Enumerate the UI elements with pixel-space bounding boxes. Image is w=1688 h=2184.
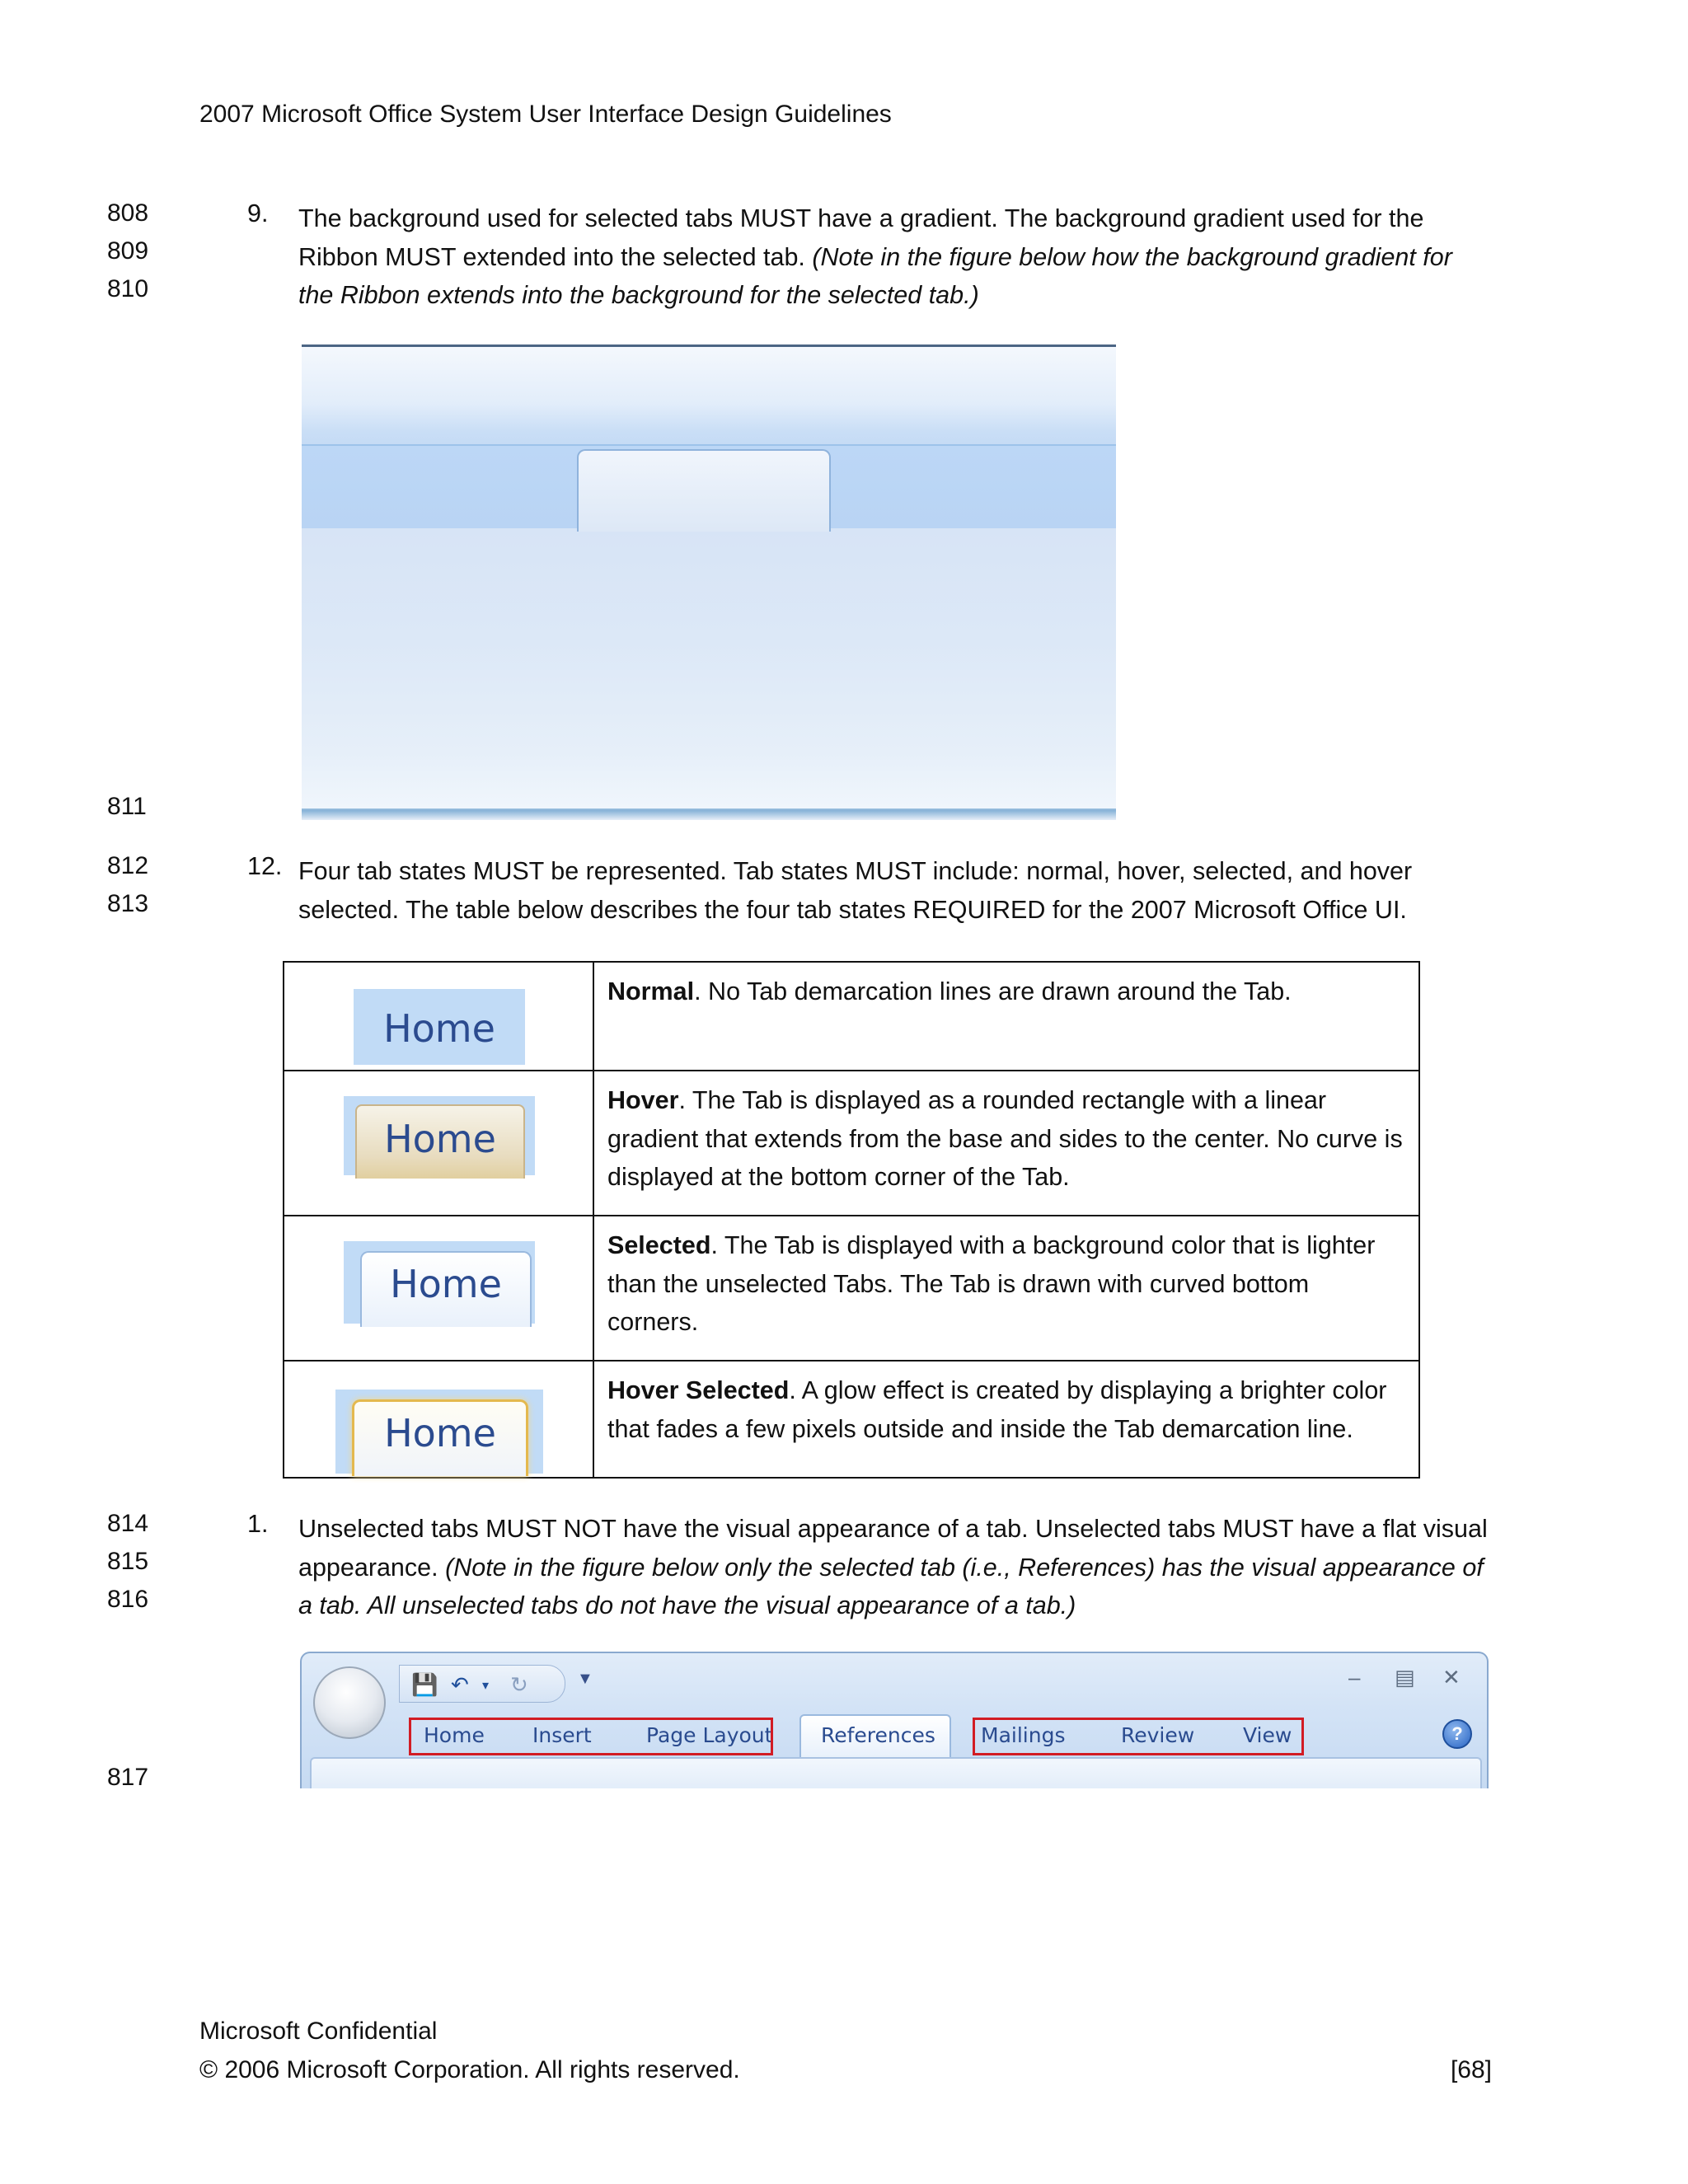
selected-tab-shape bbox=[577, 449, 831, 532]
list-number: 9. bbox=[247, 199, 269, 227]
item1-line3-italic: a tab. All unselected tabs do not have the visual appearance of a tab.) bbox=[298, 1591, 1076, 1619]
item12-paragraph bbox=[298, 852, 1502, 929]
help-icon: ? bbox=[1442, 1719, 1472, 1749]
item9-line3-italic: the Ribbon extends into the background for the selected tab.) bbox=[298, 281, 979, 309]
list-number: 1. bbox=[247, 1510, 269, 1538]
home-tab-hover-selected-frame bbox=[335, 1390, 543, 1474]
tab-references: References bbox=[821, 1723, 935, 1747]
state-desc: . A glow effect is created by displaying a brighter color that fades a few pixels outside and inside the Tab demarcation line. bbox=[607, 1376, 1387, 1443]
item1-paragraph bbox=[298, 1510, 1502, 1625]
home-tab-hover-frame bbox=[344, 1096, 535, 1175]
item9-line2-plain: Ribbon MUST extended into the selected tab. bbox=[298, 242, 813, 271]
item1-line2-italic: (Note in the figure below only the selected tab (i.e., References) has the visual appearance of bbox=[445, 1553, 1484, 1582]
home-tab-hover-selected: Home bbox=[352, 1399, 528, 1476]
item12-line2: selected. The table below describes the four tab states REQUIRED for the 2007 Microsoft Office UI. bbox=[298, 895, 1407, 924]
line-number: 813 bbox=[107, 890, 149, 917]
minimize-icon: – bbox=[1348, 1665, 1361, 1690]
item12-line1: Four tab states MUST be represented. Tab states MUST include: normal, hover, selected, and hover bbox=[298, 857, 1413, 885]
item9-line3 bbox=[298, 276, 1502, 315]
state-name: Normal bbox=[607, 977, 695, 1005]
home-tab-selected-frame bbox=[344, 1241, 535, 1324]
close-icon: ✕ bbox=[1442, 1665, 1461, 1690]
unselected-tabs-highlight-right bbox=[973, 1718, 1304, 1755]
tab-image-cell bbox=[284, 1071, 593, 1216]
footer-confidential: Microsoft Confidential bbox=[199, 2018, 438, 2045]
table-row bbox=[284, 962, 1419, 1071]
quick-access-toolbar bbox=[399, 1665, 565, 1703]
line-number: 811 bbox=[107, 793, 147, 820]
tab-image-cell bbox=[284, 1361, 593, 1478]
line-number: 810 bbox=[107, 275, 149, 302]
line-number: 816 bbox=[107, 1586, 149, 1613]
state-desc: . The Tab is displayed with a background color that is lighter than the unselected Tabs. The Tab is drawn with curved bottom corners. bbox=[607, 1231, 1376, 1336]
item1-line2-plain: appearance. bbox=[298, 1553, 446, 1582]
item1-line1: Unselected tabs MUST NOT have the visual appearance of a tab. Unselected tabs MUST have a flat visual bbox=[298, 1515, 1488, 1543]
save-icon: 💾 bbox=[411, 1672, 438, 1697]
item9-line2 bbox=[298, 238, 1502, 277]
table-row bbox=[284, 1071, 1419, 1216]
line-number: 817 bbox=[107, 1764, 149, 1791]
home-tab-normal: Home bbox=[354, 989, 525, 1065]
tab-image-cell bbox=[284, 962, 593, 1071]
ribbon-background bbox=[302, 528, 1116, 808]
page-header-title: 2007 Microsoft Office System User Interface Design Guidelines bbox=[199, 101, 892, 128]
customize-qat-icon: ▼ bbox=[577, 1670, 593, 1688]
tab-page-layout: Page Layout bbox=[646, 1723, 773, 1747]
state-name: Hover bbox=[607, 1086, 679, 1114]
table-row bbox=[284, 1216, 1419, 1361]
line-number: 808 bbox=[107, 199, 149, 227]
line-number: 809 bbox=[107, 237, 149, 265]
tab-desc-cell bbox=[593, 1361, 1419, 1478]
list-number: 12. bbox=[247, 852, 283, 880]
tab-mailings: Mailings bbox=[981, 1723, 1066, 1747]
maximize-icon: ▤ bbox=[1395, 1665, 1415, 1690]
tab-states-table bbox=[283, 961, 1420, 1479]
tab-desc-cell bbox=[593, 962, 1419, 1071]
tab-view: View bbox=[1243, 1723, 1292, 1747]
item1-line2 bbox=[298, 1549, 1502, 1587]
tab-desc-cell bbox=[593, 1071, 1419, 1216]
chevron-down-icon: ▾ bbox=[482, 1679, 490, 1693]
tab-insert: Insert bbox=[532, 1723, 592, 1747]
tab-home: Home bbox=[424, 1723, 485, 1747]
ribbon-tabs-figure bbox=[300, 1652, 1489, 1788]
unselected-tabs-highlight-left bbox=[409, 1718, 773, 1755]
state-desc: . The Tab is displayed as a rounded rectangle with a linear gradient that extends from the base and sides to the center. No curve is displayed at the bottom corner of the Tab. bbox=[607, 1086, 1403, 1191]
undo-icon: ↶ bbox=[451, 1672, 469, 1697]
redo-icon: ↻ bbox=[510, 1672, 528, 1697]
ribbon-gradient-figure bbox=[302, 344, 1116, 820]
state-name: Hover Selected bbox=[607, 1376, 790, 1404]
line-number: 812 bbox=[107, 852, 149, 879]
item9-paragraph bbox=[298, 199, 1502, 315]
tab-review: Review bbox=[1121, 1723, 1195, 1747]
item9-line2-italic: (Note in the figure below how the background gradient for bbox=[812, 242, 1452, 271]
home-tab-hover: Home bbox=[355, 1104, 525, 1179]
item1-line3 bbox=[298, 1586, 1502, 1625]
home-tab-selected: Home bbox=[360, 1251, 532, 1327]
tab-image-cell bbox=[284, 1216, 593, 1361]
table-row bbox=[284, 1361, 1419, 1478]
office-orb-icon bbox=[313, 1666, 386, 1739]
ribbon-body bbox=[310, 1757, 1482, 1788]
page-number: [68] bbox=[1450, 2056, 1492, 2083]
footer-copyright: © 2006 Microsoft Corporation. All rights reserved. bbox=[199, 2056, 740, 2083]
tab-desc-cell bbox=[593, 1216, 1419, 1361]
item9-line1: The background used for selected tabs MUST have a gradient. The background gradient used for the bbox=[298, 204, 1424, 232]
state-desc: . No Tab demarcation lines are drawn around the Tab. bbox=[694, 977, 1292, 1005]
line-number: 815 bbox=[107, 1548, 149, 1575]
line-number: 814 bbox=[107, 1510, 149, 1537]
state-name: Selected bbox=[607, 1231, 711, 1259]
